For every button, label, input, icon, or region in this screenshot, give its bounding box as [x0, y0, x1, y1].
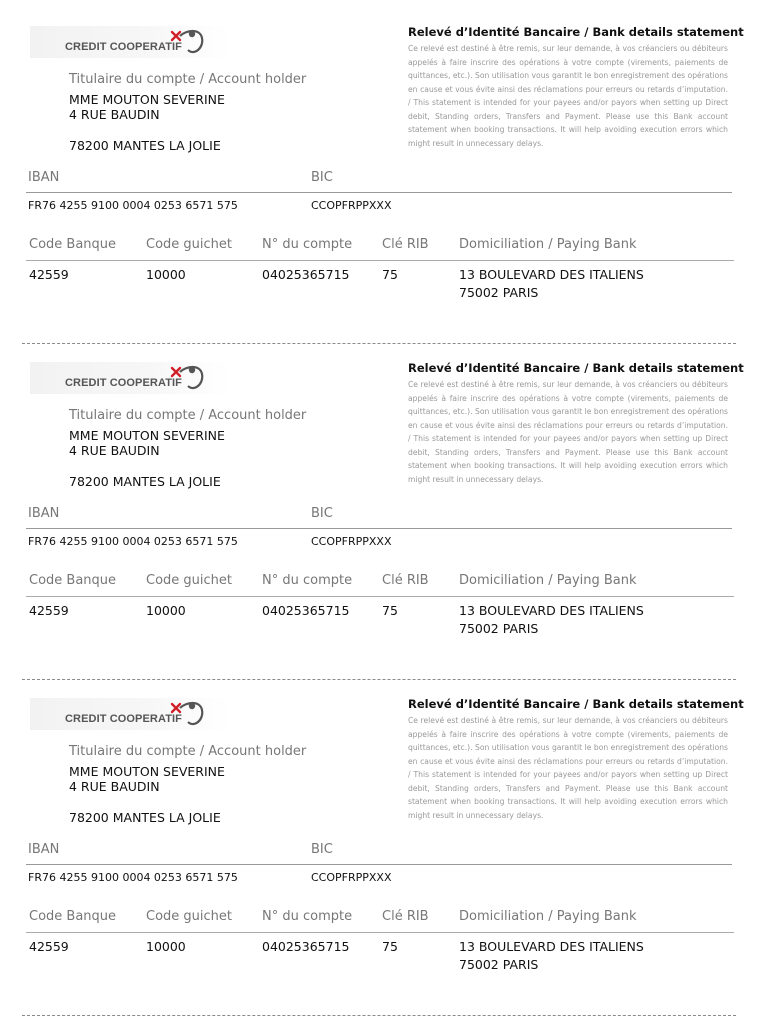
cle-rib-header: Clé RIB [382, 573, 429, 588]
account-holder-city: 78200 MANTES LA JOLIE [69, 474, 221, 489]
domiciliation-header: Domiciliation / Paying Bank [459, 237, 637, 252]
account-holder-street: 4 RUE BAUDIN [69, 779, 160, 794]
iban-value: FR76 4255 9100 0004 0253 6571 575 [28, 199, 238, 212]
cle-rib-value: 75 [382, 939, 398, 954]
iban-value: FR76 4255 9100 0004 0253 6571 575 [28, 535, 238, 548]
account-number-header: N° du compte [262, 573, 353, 588]
cut-line [22, 1015, 736, 1016]
bank-logo-mark-icon [170, 362, 206, 394]
code-guichet-header: Code guichet [146, 237, 232, 252]
bic-value: CCOPFRPPXXX [311, 871, 392, 884]
account-holder-label: Titulaire du compte / Account holder [69, 408, 307, 423]
domiciliation-address-line1: 13 BOULEVARD DES ITALIENS [459, 267, 644, 282]
domiciliation-address-line2: 75002 PARIS [459, 621, 539, 636]
iban-value: FR76 4255 9100 0004 0253 6571 575 [28, 871, 238, 884]
cle-rib-value: 75 [382, 603, 398, 618]
rib-copy [0, 336, 768, 672]
iban-label: IBAN [28, 842, 60, 857]
domiciliation-address-line1: 13 BOULEVARD DES ITALIENS [459, 603, 644, 618]
divider [26, 932, 734, 933]
code-banque-value: 42559 [29, 603, 69, 618]
bank-logo [30, 26, 230, 58]
iban-label: IBAN [28, 506, 60, 521]
statement-title: Relevé d’Identité Bancaire / Bank details statement [408, 361, 744, 375]
code-guichet-header: Code guichet [146, 573, 232, 588]
cle-rib-value: 75 [382, 267, 398, 282]
bic-label: BIC [311, 506, 333, 521]
account-number-value: 04025365715 [262, 267, 350, 282]
account-holder-name: MME MOUTON SEVERINE [69, 764, 225, 779]
account-number-value: 04025365715 [262, 939, 350, 954]
account-holder-name: MME MOUTON SEVERINE [69, 428, 225, 443]
code-guichet-value: 10000 [146, 603, 186, 618]
code-guichet-header: Code guichet [146, 909, 232, 924]
account-holder-city: 78200 MANTES LA JOLIE [69, 810, 221, 825]
statement-title: Relevé d’Identité Bancaire / Bank details statement [408, 25, 744, 39]
divider [26, 192, 732, 193]
bic-value: CCOPFRPPXXX [311, 199, 392, 212]
account-holder-street: 4 RUE BAUDIN [69, 443, 160, 458]
code-banque-value: 42559 [29, 939, 69, 954]
bank-logo-mark-icon [170, 698, 206, 730]
account-holder-label: Titulaire du compte / Account holder [69, 744, 307, 759]
statement-notice: Ce relevé est destiné à être remis, sur leur demande, à vos créanciers ou débiteurs appelés à faire inscrire des opérations à votre compte (virements, paiements de quittances, etc.). Son utilisation vous garantit le bon enregistrement des opérations en cause et vous évite ainsi des réclamations pour erreurs ou retards d’imputation. / This statement is intended for your payees and/or payors when setting up Direct debit, Standing orders, Transfers and Payment. Please use this Bank account statement when booking transactions. It will help avoiding execution errors which might result in unnecessary delays. [408, 716, 728, 820]
statement-title: Relevé d’Identité Bancaire / Bank details statement [408, 697, 744, 711]
account-holder-city: 78200 MANTES LA JOLIE [69, 138, 221, 153]
domiciliation-address-line2: 75002 PARIS [459, 285, 539, 300]
domiciliation-header: Domiciliation / Paying Bank [459, 573, 637, 588]
code-banque-header: Code Banque [29, 573, 117, 588]
statement-notice: Ce relevé est destiné à être remis, sur leur demande, à vos créanciers ou débiteurs appelés à faire inscrire des opérations à votre compte (virements, paiements de quittances, etc.). Son utilisation vous garantit le bon enregistrement des opérations en cause et vous évite ainsi des réclamations pour erreurs ou retards d’imputation. / This statement is intended for your payees and/or payors when setting up Direct debit, Standing orders, Transfers and Payment. Please use this Bank account statement when booking transactions. It will help avoiding execution errors which might result in unnecessary delays. [408, 44, 728, 148]
bank-logo [30, 362, 230, 394]
divider [26, 260, 734, 261]
code-guichet-value: 10000 [146, 939, 186, 954]
account-holder-name: MME MOUTON SEVERINE [69, 92, 225, 107]
iban-label: IBAN [28, 170, 60, 185]
account-number-value: 04025365715 [262, 603, 350, 618]
statement-notice: Ce relevé est destiné à être remis, sur leur demande, à vos créanciers ou débiteurs appelés à faire inscrire des opérations à votre compte (virements, paiements de quittances, etc.). Son utilisation vous garantit le bon enregistrement des opérations en cause et vous évite ainsi des réclamations pour erreurs ou retards d’imputation. / This statement is intended for your payees and/or payors when setting up Direct debit, Standing orders, Transfers and Payment. Please use this Bank account statement when booking transactions. It will help avoiding execution errors which might result in unnecessary delays. [408, 380, 728, 484]
bic-label: BIC [311, 170, 333, 185]
cle-rib-header: Clé RIB [382, 909, 429, 924]
divider [26, 864, 732, 865]
domiciliation-address-line1: 13 BOULEVARD DES ITALIENS [459, 939, 644, 954]
code-banque-header: Code Banque [29, 237, 117, 252]
divider [26, 596, 734, 597]
code-guichet-value: 10000 [146, 267, 186, 282]
account-number-header: N° du compte [262, 237, 353, 252]
domiciliation-header: Domiciliation / Paying Bank [459, 909, 637, 924]
account-holder-street: 4 RUE BAUDIN [69, 107, 160, 122]
bic-label: BIC [311, 842, 333, 857]
code-banque-header: Code Banque [29, 909, 117, 924]
account-number-header: N° du compte [262, 909, 353, 924]
rib-copy [0, 672, 768, 1008]
cle-rib-header: Clé RIB [382, 237, 429, 252]
bic-value: CCOPFRPPXXX [311, 535, 392, 548]
rib-copy [0, 0, 768, 336]
bank-logo-text: CREDIT COOPERATIF [65, 41, 182, 53]
bank-logo-text: CREDIT COOPERATIF [65, 713, 182, 725]
account-holder-label: Titulaire du compte / Account holder [69, 72, 307, 87]
code-banque-value: 42559 [29, 267, 69, 282]
domiciliation-address-line2: 75002 PARIS [459, 957, 539, 972]
bank-logo-mark-icon [170, 26, 206, 58]
bank-logo-text: CREDIT COOPERATIF [65, 377, 182, 389]
bank-logo [30, 698, 230, 730]
divider [26, 528, 732, 529]
